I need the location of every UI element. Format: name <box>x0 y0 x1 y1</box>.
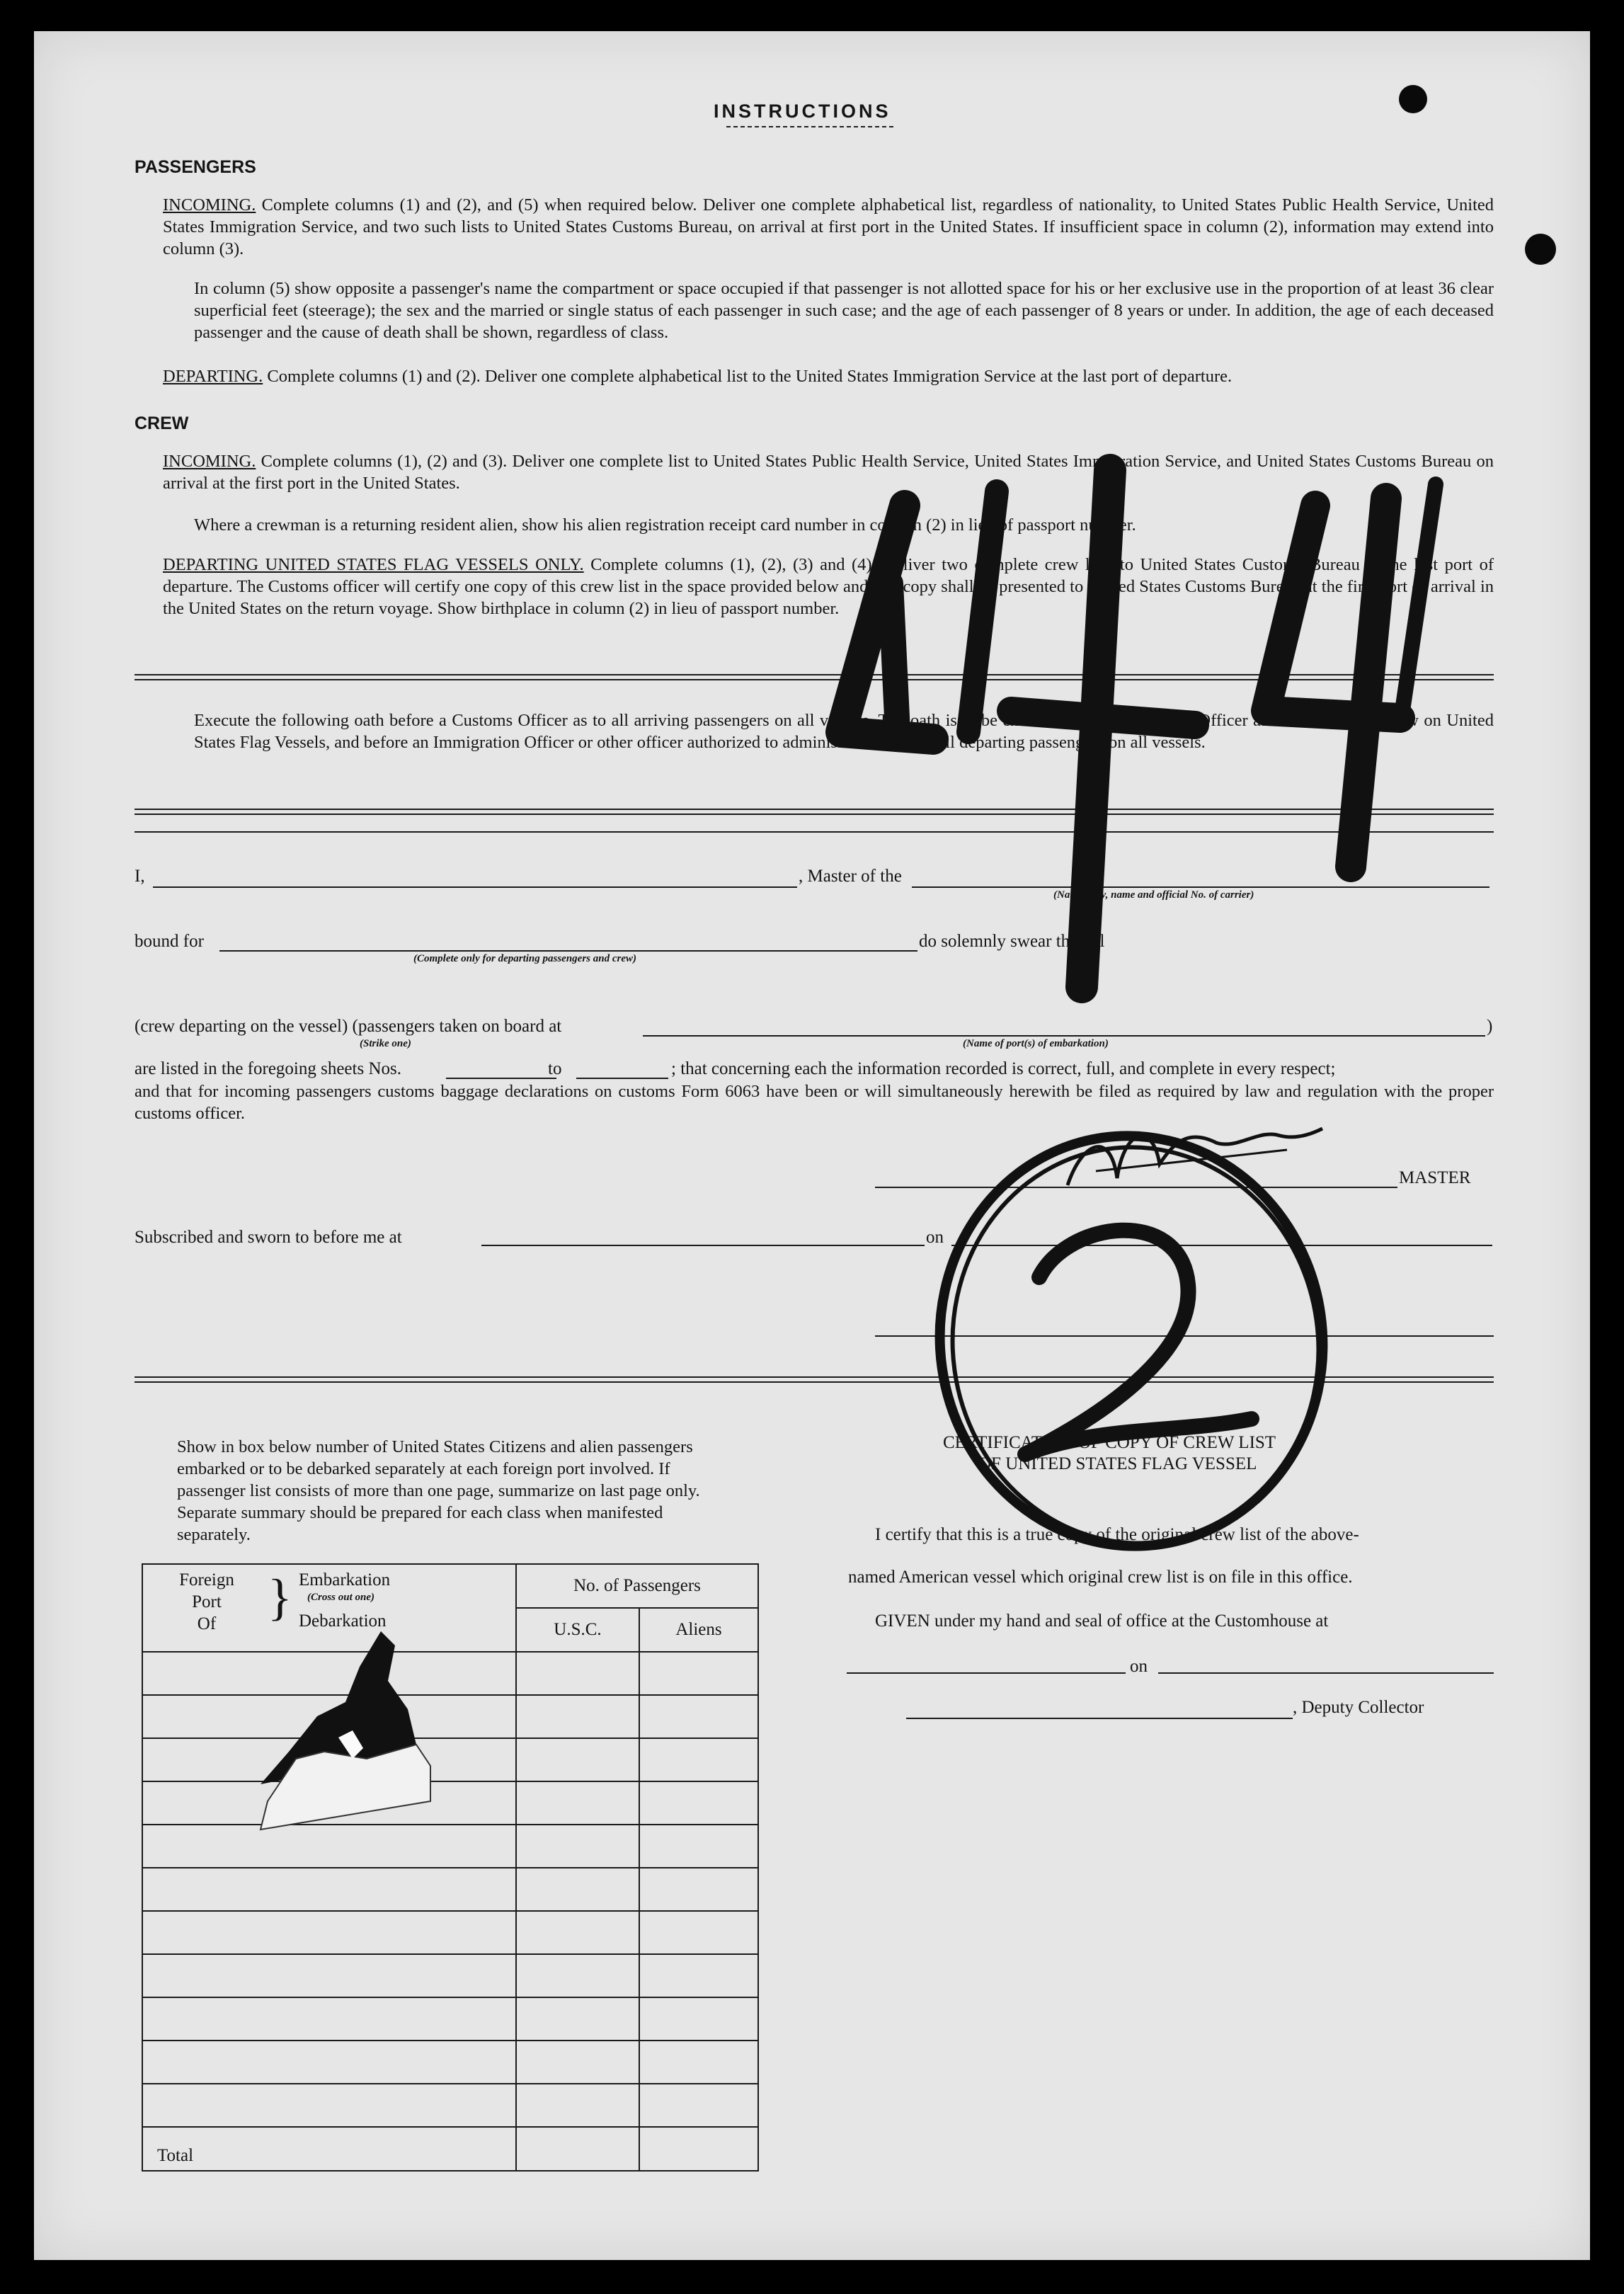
crew-departing-label: DEPARTING UNITED STATES FLAG VESSELS ONLY. <box>163 555 584 574</box>
oath-i-label: I, <box>135 867 145 886</box>
deputy-signature-line[interactable] <box>906 1718 1293 1719</box>
vessel-caption: (Nationality, name and official No. of carrier) <box>1053 889 1254 901</box>
usc-cell[interactable] <box>516 1825 639 1868</box>
brace-icon: } <box>268 1569 292 1626</box>
cert-date-field[interactable] <box>1158 1672 1494 1674</box>
crew-incoming-label: INCOMING. <box>163 452 256 471</box>
usc-cell[interactable] <box>516 1997 639 2041</box>
circled-handwritten-number <box>884 1122 1379 1560</box>
passengers-column5-paragraph: In column (5) show opposite a passenger's name the compartment or space occupied if that passenger is not allotted space for his or her exclusive use in the proportion of at least 36 clear superficial feet (steerage); the sex and the married or single status of each passenger in such case; and the age of each passenger of 8 years or under. In addition, the age of each deceased passenger and the cause of death shall be shown, regardless of class. <box>194 279 1494 342</box>
punch-hole-right <box>1525 234 1556 265</box>
torn-paper-patch <box>218 1617 473 1872</box>
usc-cell[interactable] <box>516 1954 639 1997</box>
usc-cell[interactable] <box>516 1695 639 1738</box>
master-of-label: , Master of the <box>799 867 902 886</box>
usc-total-cell[interactable] <box>516 2127 639 2171</box>
customhouse-field[interactable] <box>847 1672 1126 1674</box>
named-text: named American vessel which original crew list is on file in this office. <box>848 1568 1353 1587</box>
concerning-text: ; that concerning each the information recorded is correct, full, and complete in every respect; <box>671 1059 1336 1078</box>
cross-out-caption: (Cross out one) <box>307 1592 375 1603</box>
aliens-cell[interactable] <box>639 1954 758 1997</box>
debarkation-label: Debarkation <box>299 1611 387 1631</box>
aliens-cell[interactable] <box>639 1695 758 1738</box>
usc-cell[interactable] <box>516 1868 639 1911</box>
usc-cell[interactable] <box>516 2084 639 2127</box>
usc-cell[interactable] <box>516 1652 639 1695</box>
certification-title-line1: CERTIFICATION OF COPY OF CREW LIST <box>943 1433 1276 1452</box>
swear-label: do solemnly swear that all <box>919 932 1105 951</box>
no-passengers-header: No. of Passengers <box>516 1564 758 1608</box>
port-cell[interactable] <box>142 2041 516 2084</box>
sheet-from-field[interactable] <box>446 1078 556 1079</box>
bound-for-label: bound for <box>135 932 204 951</box>
aliens-cell[interactable] <box>639 2084 758 2127</box>
aliens-cell[interactable] <box>639 1652 758 1695</box>
passengers-incoming-text: Complete columns (1) and (2), and (5) when required below. Deliver one complete alphabetical list, regardless of nationality, to United States Public Health Service, United States Immigration Service, and two such lists to United States Customs Bureau, on arrival at first port in the United States. If insufficient space in column (2), information may extend into column (3). <box>163 195 1494 258</box>
subscribed-label: Subscribed and sworn to before me at <box>135 1228 402 1247</box>
page-title: INSTRUCTIONS <box>714 101 891 122</box>
certify-text: I certify that this is a true copy of the original crew list of the above- <box>875 1525 1359 1544</box>
aliens-cell[interactable] <box>639 2041 758 2084</box>
bound-for-caption: (Complete only for departing passengers and crew) <box>413 953 636 964</box>
port-cell[interactable] <box>142 1997 516 2041</box>
master-label: MASTER <box>1399 1168 1471 1187</box>
cert-on-label: on <box>1130 1657 1148 1676</box>
aliens-total-cell[interactable] <box>639 2127 758 2171</box>
baggage-paragraph: and that for incoming passengers customs baggage declarations on customs Form 6063 have been or will simultaneously herewith be filed as required by law and regulation with the proper customs officer. <box>135 1082 1494 1123</box>
summary-instructions: Show in box below number of United States Citizens and alien passengers embarked or to be debarked separately at each foreign port involved. If passenger list consists of more than one page, summarize on last page only. Separate summary should be prepared for each class when manifested separately. <box>177 1437 700 1544</box>
port-label: Port <box>192 1592 222 1611</box>
port-cell[interactable] <box>142 2084 516 2127</box>
total-label: Total <box>142 2127 516 2171</box>
subscribed-place-field[interactable] <box>481 1245 925 1246</box>
aliens-cell[interactable] <box>639 1868 758 1911</box>
embarkation-port-caption: (Name of port(s) of embarkation) <box>963 1038 1109 1049</box>
usc-cell[interactable] <box>516 1781 639 1825</box>
port-cell[interactable] <box>142 1954 516 1997</box>
embarkation-port-field[interactable] <box>643 1035 1485 1037</box>
handwritten-sheet-number <box>799 428 1478 1022</box>
given-text: GIVEN under my hand and seal of office at the Customhouse at <box>875 1611 1329 1631</box>
crew-passengers-label: (crew departing on the vessel) (passengers taken on board at <box>135 1017 562 1036</box>
strike-one-caption: (Strike one) <box>360 1038 411 1049</box>
crew-incoming-text: Complete columns (1), (2) and (3). Deliver one complete list to United States Public Health Service, United States Immigration Service, and United States Customs Bureau on arrival at the first port in the United States. <box>163 452 1494 493</box>
passengers-departing-text: Complete columns (1) and (2). Deliver one complete alphabetical list to the United States Immigration Service at the last port of departure. <box>263 367 1233 386</box>
usc-header: U.S.C. <box>516 1608 639 1652</box>
deputy-collector-label: , Deputy Collector <box>1293 1698 1424 1717</box>
aliens-cell[interactable] <box>639 1781 758 1825</box>
oath-intro-paragraph: Execute the following oath before a Customs Officer as to all arriving passengers on all vessels. The oath is to be executed before a Customs Officer as to all departing crew on United States Flag Vessels, and before an Immigration Officer or other officer authorized to administer oaths as to all departing passengers on all vessels. <box>194 711 1494 752</box>
sheet-to-field[interactable] <box>576 1078 668 1079</box>
passengers-departing-label: DEPARTING. <box>163 367 263 386</box>
port-cell[interactable] <box>142 1911 516 1954</box>
passengers-incoming-label: INCOMING. <box>163 195 256 215</box>
certification-title-line2: OF UNITED STATES FLAG VESSEL <box>978 1454 1257 1473</box>
aliens-cell[interactable] <box>639 1997 758 2041</box>
aliens-header: Aliens <box>639 1608 758 1652</box>
port-cell[interactable] <box>142 1868 516 1911</box>
passengers-departing-paragraph <box>163 365 1494 387</box>
master-name-field[interactable] <box>153 886 797 888</box>
crew-list-form-page <box>34 31 1590 2260</box>
usc-cell[interactable] <box>516 1738 639 1781</box>
usc-cell[interactable] <box>516 2041 639 2084</box>
to-label: to <box>548 1059 562 1078</box>
usc-cell[interactable] <box>516 1911 639 1954</box>
close-paren: ) <box>1487 1017 1493 1036</box>
crew-departing-text: Complete columns (1), (2), (3) and (4). Deliver two complete crew lists to United States Customs Bureau at the last port of departure. The Customs officer will certify one copy of this crew list in the space provided below and that copy shall be presented to United States Customs Bureau at the first port of arrival in the United States on the return voyage. Show birthplace in column (2) in lieu of passport number. <box>163 555 1494 618</box>
title-underline <box>726 126 893 127</box>
aliens-cell[interactable] <box>639 1911 758 1954</box>
passengers-incoming-paragraph <box>163 194 1494 260</box>
subscribed-on-label: on <box>926 1228 944 1247</box>
aliens-cell[interactable] <box>639 1825 758 1868</box>
listed-label: are listed in the foregoing sheets Nos. <box>135 1059 401 1078</box>
crew-heading: CREW <box>135 413 189 433</box>
embarkation-label: Embarkation <box>299 1570 391 1590</box>
foreign-label: Foreign <box>179 1570 234 1590</box>
passengers-heading: PASSENGERS <box>135 157 256 177</box>
crew-resident-paragraph: Where a crewman is a returning resident alien, show his alien registration receipt card number in column (2) in lieu of passport number. <box>194 515 1136 535</box>
of-label: Of <box>197 1614 217 1633</box>
aliens-cell[interactable] <box>639 1738 758 1781</box>
punch-hole-top <box>1399 85 1427 113</box>
